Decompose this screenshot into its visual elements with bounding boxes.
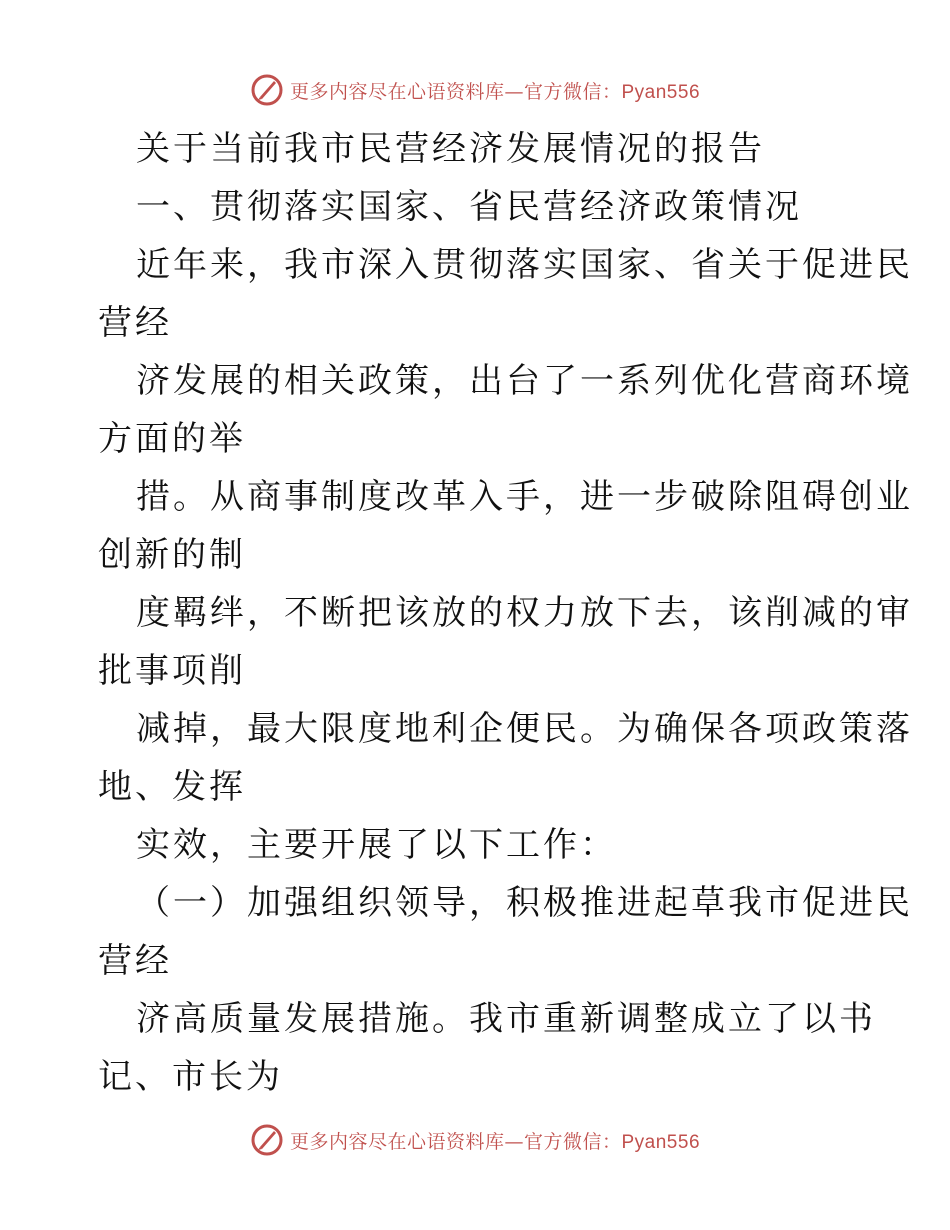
paragraph-line: 地、发挥 xyxy=(98,767,246,807)
watermark-wechat-id: Pyan556 xyxy=(621,81,701,103)
document-title: 关于当前我市民营经济发展情况的报告 xyxy=(136,129,765,169)
watermark-separator: — xyxy=(504,1130,524,1153)
watermark-text xyxy=(290,1127,700,1154)
paragraph-line: 济发展的相关政策，出台了一系列优化营商环境 xyxy=(136,361,913,401)
paragraph-line: 记、市长为 xyxy=(98,1057,283,1097)
watermark-separator: — xyxy=(504,80,524,103)
watermark-wechat-id: Pyan556 xyxy=(621,1131,701,1153)
footer-watermark xyxy=(0,1120,950,1160)
paragraph-line: 营经 xyxy=(98,303,172,343)
paragraph-line: 济高质量发展措施。我市重新调整成立了以书 xyxy=(136,999,876,1039)
watermark-brand: 更多内容尽在心语资料库 xyxy=(289,80,505,103)
paragraph-line: 实效，主要开展了以下工作： xyxy=(136,825,617,865)
paragraph-line: 营经 xyxy=(98,941,172,981)
paragraph-line: 创新的制 xyxy=(98,535,246,575)
watermark-brand: 更多内容尽在心语资料库 xyxy=(289,1130,505,1153)
quill-pen-icon xyxy=(250,1123,284,1157)
watermark-wechat-label: 官方微信： xyxy=(523,80,622,103)
paragraph-line: 近年来，我市深入贯彻落实国家、省关于促进民 xyxy=(136,245,913,285)
paragraph-line: 措。从商事制度改革入手，进一步破除阻碍创业 xyxy=(136,477,913,517)
paragraph-line: 批事项削 xyxy=(98,651,246,691)
paragraph-line: 方面的举 xyxy=(98,419,246,459)
watermark-text xyxy=(290,77,700,104)
quill-pen-icon xyxy=(250,73,284,107)
watermark-wechat-label: 官方微信： xyxy=(523,1130,622,1153)
paragraph-line: 度羁绊，不断把该放的权力放下去，该削减的审 xyxy=(136,593,913,633)
document-body xyxy=(98,120,913,1106)
subsection-heading: （一）加强组织领导，积极推进起草我市促进民 xyxy=(136,883,913,923)
header-watermark xyxy=(0,70,950,110)
paragraph-line: 减掉，最大限度地利企便民。为确保各项政策落 xyxy=(136,709,913,749)
section-heading: 一、贯彻落实国家、省民营经济政策情况 xyxy=(136,187,802,227)
